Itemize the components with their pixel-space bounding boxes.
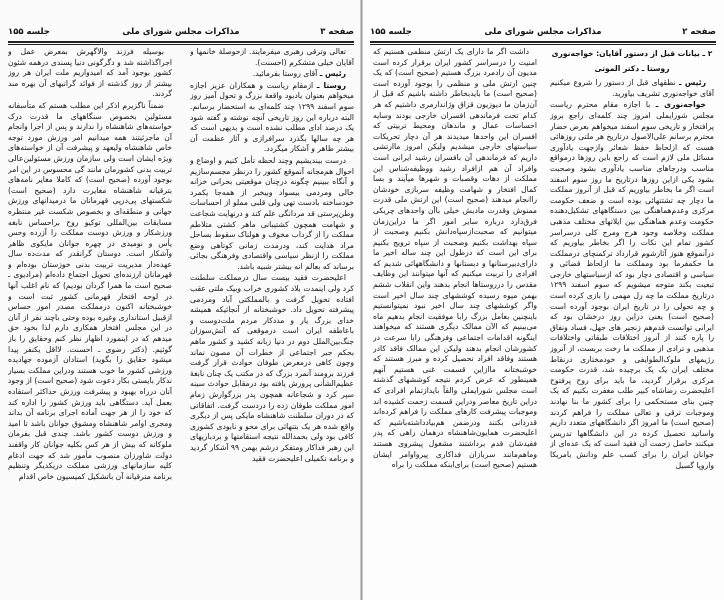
session-number: جلسه ۱۵۵ [370,27,412,37]
speaker-name: روستا ـ [316,80,346,90]
speaker-name: رئیس ـ [678,78,706,88]
session-number: جلسه ۱۵۵ [8,27,50,37]
paragraph [190,69,354,80]
right-page [362,0,724,600]
paragraph-text: تعالی وترقی رهبری میفرمایند. ازحوصلهٔ خانمها و آقایان خیلی متشکرم (احسنت). [190,47,354,67]
paragraph [550,78,714,99]
publication-title: مذاکرات مجلس شورای ملی [122,27,240,37]
column-body [550,78,714,471]
paragraph-text: داشت اگر ما دارای یک ارتش منظمی هستیم که امنیت را درسراسر کشور ایران برقرار کرده است مدیون آن رادمرد بزرگ هستیم (صحیح است) که یک چنین ارتش ملی و منظمی را بوجود آورده است (صحیح است) ما بایدبخاطر داشته باشیم که قبل از آن‌زمان ما دیوزیون قزاق وژاندارمری داشتیم که هر کدام تحت فرماندهی افسران خارجی بودند وسایه احساسات عمال و ماندهان ومحیط تربیتی که افسران این واحدها میدیدند هر آن دچار تحریکات سیاستهای خارجی میشدیم ولیکن امروز ماارتشی داریم که فرماندهی آن بافسران رشید ایرانی است وافراد آن هم ازافراد رشید ووظیفه‌شناس این مملکت از دهات وقصبات و شهرها میآیند و بسا کمال افتخار و شهامت وظیفه سربازی خودشان راانجام میدهند (صحیح است) این ارتش ملی قدرت ممنوش وقدرت مادیش خیلی باآن واحدهای چریکی فرق‌دارد درباره سایر امور اگر ما دراین‌زمان میتوانیم که صحبت‌ازسپاه‌دانش بکنیم وصحبت از سپاه بهداشت بکنیم وصحبت از سپاه ترویج بکنیم برای این است که درطول این چند ساله اخیر ما دارای‌دبیرستانها و دبستانها و دانشگاههائی شدیم که افرادی را تربیت میکنیم که آنها میتوانند این وظایف مقدس را درروستاها انجام بدهند واین انقلاب ششم بهمن میوه رسیده کوششهای چند سال اخیر است واگر کوششهای چند سال اخیر نبود نمیتوانستیم باینچنین بعامل بزرگ رابا موفقیت انجام بدهیم ماه می‌بینیم که الآن ممالک دیگری هستند که میخواهند اینگونه اقدامات اجتماعی وفرهنگی رابا سرعت در کشورشان انجام بدهند ولیکن این ممالک فاقد کادر هستند وفاقد افراد تحصیل کرده و مبرز هستند که خوشبختانه ماازاین قسمت غنی هستیم آنهم همینطور که عرض کردم نتیجه کوششهای گذشته است مجلس شورایملی والقاً بایدازتمام افرادی که دراین تاریخ معاصر ودراین قسمت زحمت کشیده اند وموجبات پیشرفت کارهای مملکت را فراهم کرده‌اند قدردانی بکنند ودرضمن هم‌بیادداشته‌باشیم که اعلیحضرت همایون‌شاهنشاه درهمان راهی که پدر فقیدشان قدم برداشتند مشغول پیشروی هستند وماهم‌مانند سربازان فداکاری پیرواوامر ایشان هستیم (صحیح است) برای‌اینکه مملکت را براه [373,47,537,470]
paragraph [190,156,354,273]
page-header [370,27,716,39]
page-number: صفحه ۳ [320,27,354,37]
speaker-name: رئیس ـ [319,69,346,79]
paragraph-text: ازمقام ریاست و همکاران عزیز اجازه میخواهم بعنوان یادبود واقعهٔ بزرگ و تحول آمیز روز سوم اسفند ۱۲۹۹ چند کلمه‌ای به استحضار برسانم. البته درباره این روز تاریخی آنچه نوشته و گفته شود یک درصد ادای مطلب نشده است و بدیهی است که هر چه سالها بگذرد سرافرازی و آثار عظمت آن بیشتر ظاهر و آشکار میگردد. [190,80,354,154]
paragraph-text: نطقهای قبل از دستور را شروع میکنیم آقای خواجه‌نوری تشریف بیاورید. [550,78,714,98]
header-rule [370,41,716,45]
book-gutter [360,0,363,600]
paragraph [373,47,537,471]
section-title: ۲ ـ بیانات قبل از دستور آقایان: خواجه‌نوری [551,49,713,58]
paragraph [190,273,354,464]
text-column [550,47,714,555]
paragraph-text: آقای روستا بفرمائید. [252,69,318,79]
page-header [8,27,354,39]
paragraph [8,47,172,100]
paragraph-text: درست بیندیشیم وچند لحظه تأمل کنیم و اوضاع و احوال هم‌مجانه آنموقع کشور را درنظر مجسم‌سازیم و آنگاه ببینیم چگونه درچنان موقعیتی بحرانی‌ خزانه خالی ومردمی بیسواد وبیخبر از همه‌جا یکمرد خودساخته بادست تهی ولی قلبی مملو از احساسات وطن‌پرستی قد مردانگی علم کند و درنهایت شجاعت و شهامت همچون کشتیبانی ماهر کشتی متلاطم مملکت را از گرداب مخوف و هولناک سقوط بساحل مراد هدایت کند، ودرمدت زمانی کوتاهی وضع مملکت را ازنظر سیاسی واقتصادی وفرهنگی بجائی برساند که بعالم انه بیشتر شبیه باشد. [190,155,354,271]
paragraph [550,100,714,471]
paragraph-text: بوسیله فرزند والاگهرش بمعرض عمل و اجراگذاشته شد و دگرگونی دنیا پسندی درهمه شئون کشور بوجود آمد که امیدواریم ملت ایران هر روز بیشتر از روز گذشته از فوائد گرانبهای آن بهره مند گردند. [8,47,172,99]
paragraph-text: با اجازه مقام محترم ریاست مجلس شورایملی امروز چند کلمه‌ای راجع بروز پرافتخار و تاریخی سوم اسفند میخواهم بعرض حضار محترم برسانم علی‌الاصول درتاریخ هر ملتی روزهائی هست که ازلحاظ حفظ شعائر وازجهت یادآوری مسائل ملی لازم است که راجع باین روزها درمواقع مناسب ودرجاهای مناسب یادآوری بشود وصحبت بشود یکی ازاین روزها درتاریخ ما روز سوم اسفند است اگر ما بخاطر بیاوریم که قبل از آنروز مملکت ما دچار چه تشتتهائی بوده است و ضعف حکومت مرکزی وعدم‌هماهنگی بین دستگاههای تشکیل‌دهنده حکومت وعدم هماهنگی بین ایلاتهای مختلف مذهبی مملکت وخلاصه وجود هرج ومرج کلی درسراسر کشور تمام این نکات را اگر بخاطر بیاوریم که درآنموقع هنوز آثارشوم قرارداد ترکمنچای درمملکت ما حکمفرما بود ومملکت ما ازلحاظ قضائی و سیاسی و اقتصادی دچار بود که ازسیاستهای خارجی تبعیت بکند متوجه میشویم که سوم اسفند ۱۲۹۹ درتاریخ مملکت ما چه رل مهمی را بازی کرده است و چه تحولی را در تاریخ ایران بوجود آورده است (صحیح است) یعنی دراین روز درخشان بود که ایرانی توانست قدم‌هم زنجیر های جهل، فساد ونفاق را پاره کنند از آنروز اختلافات طبقاتی واختلافات مذهبی و ترادی از مملکت ما رخت بربست، از آنروز رژیمهای ملوک‌الطوایفی و خودمختاری درنقاط مختلف ایران یک یک برچیده شد، قدرت حکومت مرکزی برقرار گردید، ما باید برای روح پرفتوح اعلیحضرت رضاشاه کبیر طلب مغفرت بکنیم که یک چنین بنای مستحکمی را برای کشور ما بنا نهادند وموجبات ترقی و تعالی مملکت را فراهم کردند (صحیح است) ما امروز اگر دانشگاههای متعدد داریم واساتید تحصیل کرده در این دانشگاهها تدریس میکنند حاصل زحمت آن فقید است که یک عده‌ای از جوانان ایران را برای کسب علم ودانش بامریکا واروپا گسیل [550,100,714,470]
header-rule [8,41,354,45]
paragraph [190,47,354,68]
section-subtitle: روستا ـ دکتر الموتی [594,63,670,73]
paragraph-text: اعلیحضرت فقید بیست سال درمملکت سلطنت کرد ولی اینمدت بلاد کشوری خراب وبیک ملتی عقب افتاده تحویل گرفت و بالمملکتی آباد ومردمی پیشرفته تحویل داد. خوشبختانه از آنجائیکه همیشه خدای بزرگ یار و مددکار مردم ملت‌دوست‌ و باعاطفه ایران است درموقعی که آتش‌سوزان جنگ‌بین‌الملل دوم در دنیا زبانه کشید و کشور ماهم بحکم جبر اجتماعی از خطرات آن مصون نماند وچون کاهی درمعرض طوفان حوادث قرار گرفت فرزند برومند آنمرد بزرگ که در مکتب یک چنان نابغهٔ عظیم‌الشأنی پرورش یافته بود درمقابل حوادث سینه سپر کرد و شجاعانه همچون پدر بزرگوارش زمام امور مملکت طوفان زده را دردست گرفت. اتفاقاتی که در دوران سلطنت شاهنشاه مایکی پس از دیگری واقع شده هر یک بتنهائی برای محو و نابودی کشوری کافی بود ولی بحمدالله‌ نتیجه‌ استقامتها و بردباریهای این رهبر فداکار ومتفکر درشم بهمن ۹۹ آشکار گردید و برنامه تکمیلی اعلیحضرت فقید [190,273,354,463]
speaker-name: خواجه‌نوری ـ [655,100,706,110]
paragraph-text: ضمناً ناگزیرم اذکر این مطلب هستم که متأسفانه مسئولین بخصوص سنگاههای ما قدرت درک خواسته‌های شاهنشاه را ندارند و پس از اجرا وانجام آن ماجزئیتند همه میدانیم امر ورزش مورد توجه خاص شاهنشاه ولیعهد و پیشرفت آن از خواسته‌های ویژه ایشان است ولی سازمان ورزش مسئولین‌عالی تربیت بدنی کشورمان مانند گی محسوس در این امر بوجود آورده (صحیح است) که کاملا مغایر نامه‌های بترقیانه شاهنشاه مغایرت دارد (صحیح است) شکستهای پی‌درپی قهرمانان ما درمیدانهای ورزش جهانی و منطقه‌ای و بخصوص شکست غیر منتظره مسابقات بین‌المللی توکیو روح براحساس نابغه ورزشکار و ورزش دوست مملکت را آزرده وحس یأس و نومیدی در چهره جوانان مایکوی ظاهر وآشکار است. دوستان گرانقدر که مدت‌ده سال عهده‌دار مدیریت تربیت بدنی خوزستان بوده‌ام و قهرمانان ارزنده‌ای تحویل اجتماع داده‌ام (مرادیوی ـ صحیح است ما همرا گردان بودیم) که نام اغلب آنها در لوحه افتخار قهرمانی کشور ثبت است و خوشبختانه اکنون درمملکت مصدر امور حساس ازقبیل استانداری وغیره بوده وحتی باچند نفر از آنان در این مجلس افتخار همکاری دارم لذا بخود حق میدهم که در اینمورد اظهار نظر کنم وحقایق را باز گوئیم. (دکتر رضوی ـ احسنت. لااقل یکنفر پیدا میشود حقایق را بگوید) استادان آزموده جهادیده ورزشی کشور ما خوب هستند ودراین مملکت بسیار ندکار بایستی بکار دعوت شود (صحیح است) از وجود آنان درراه‌ بهبود و پیشرفت ورزش حداکثر استفاده بعمل آید. دستگاهی باید ورزش کشور را اداره کند که خود را از هر جهت آماده اجرای برنامه آن بداند ومجری اوامر شاهنشاه ومشوق جوانان باشد تا امید و ورزش دوست کشور باشد. چندی قبل بفرمان ملوکانه که بیش از هر کس بکلیه جوانان کار واقفند دولت شاورزان منصوب مأمور شد که جهت ادغام کلیه سازمانهای ورزشی مملکت دریکدیگر وتنظیم برنامه مترقیانه آن باتشکیل کمیسیون خاص اقدام [8,100,172,481]
paragraph [190,81,354,155]
text-column [190,47,354,592]
page-number: صفحه ۲ [682,27,716,37]
text-column [8,47,172,592]
text-column [373,47,537,547]
paragraph [8,101,172,482]
publication-title: مذاکرات مجلس شورای ملی [484,27,602,37]
